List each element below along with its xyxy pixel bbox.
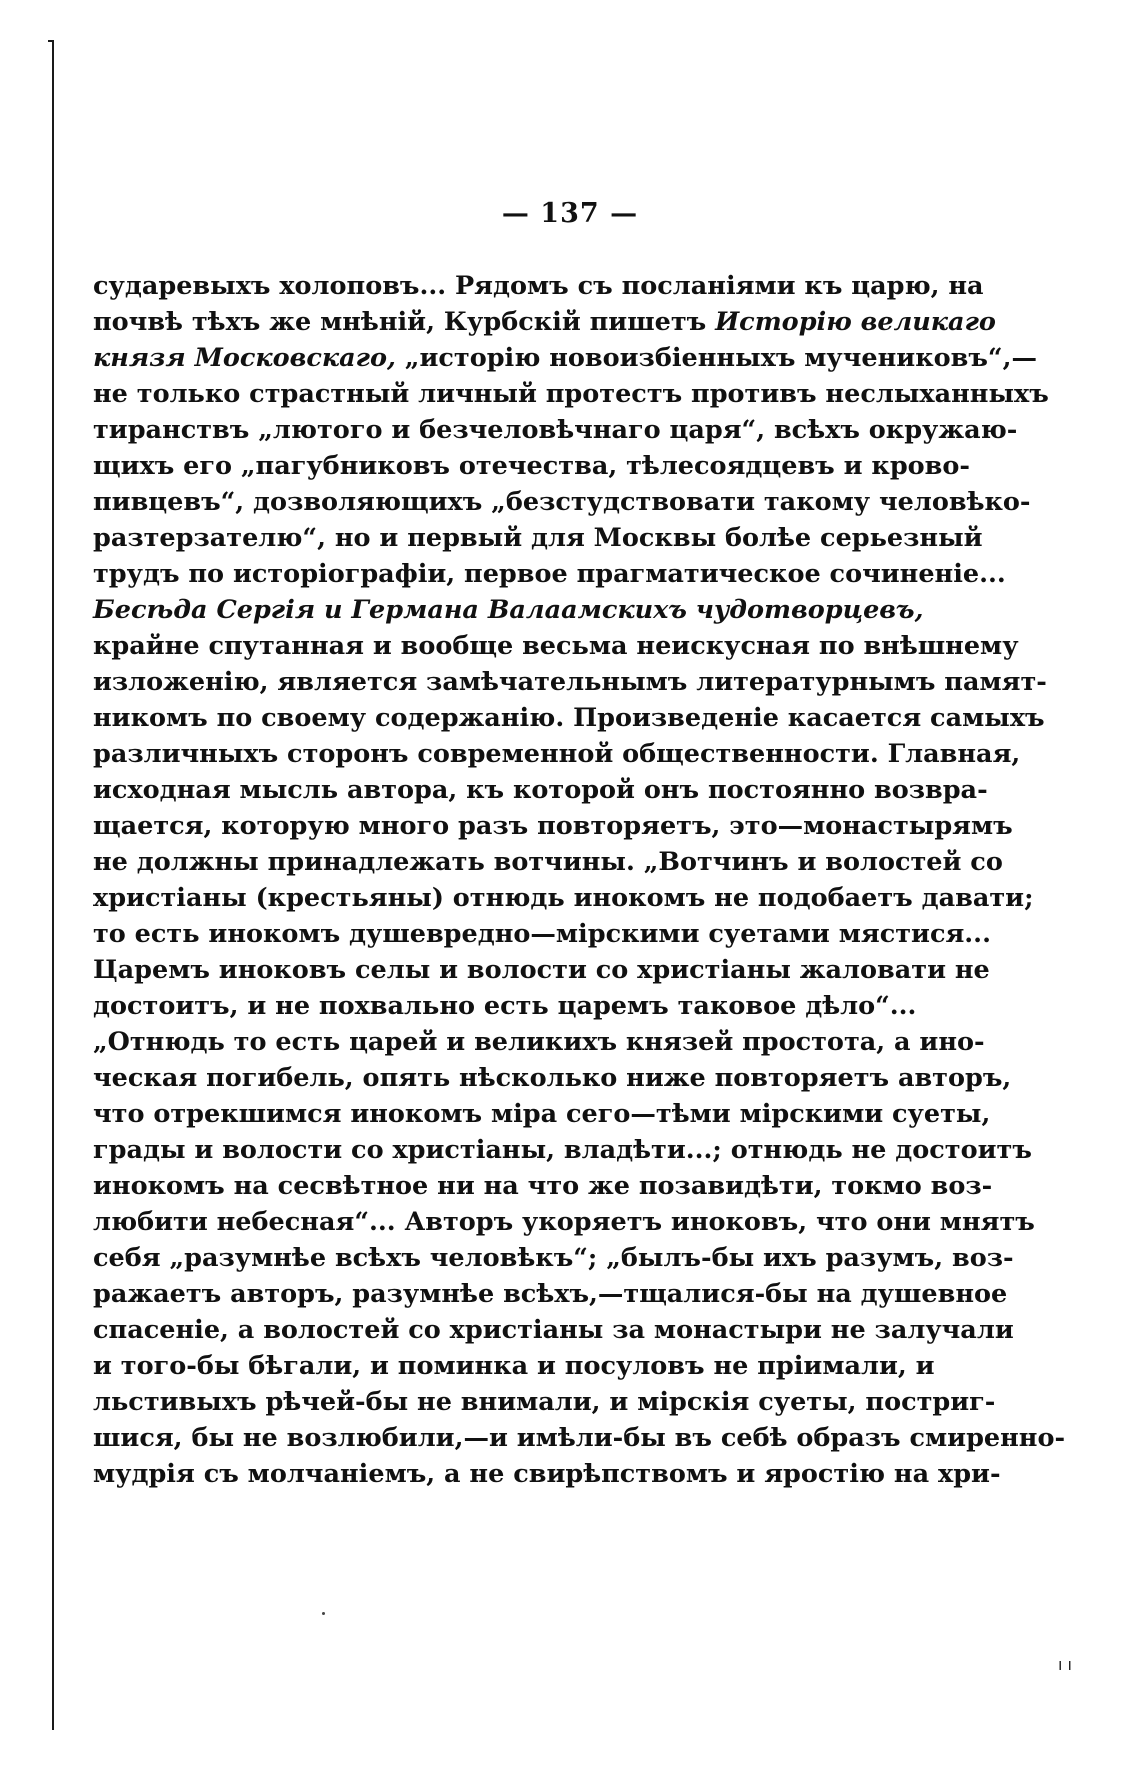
stray-marks: ı ı (1058, 1655, 1072, 1674)
text-line: что отрекшимся инокомъ міра сего—тѣми мірскими суеты, (93, 1099, 991, 1129)
corner-tick (48, 40, 54, 42)
text-line-segment: „исторію новоизбіенныхъ мучениковъ“,— (395, 343, 1037, 373)
italic-title: Бесѣда Сергія и Германа Валаамскихъ чудотворцевъ, (93, 595, 924, 625)
text-line: изложенію, является замѣчательнымъ литературнымъ памят- (93, 667, 1047, 697)
text-line: ческая погибель, опять нѣсколько ниже повторяетъ авторъ, (93, 1063, 1012, 1093)
stray-dot (322, 1612, 325, 1615)
text-line: сударевыхъ холоповъ... Рядомъ съ посланіями къ царю, на (93, 271, 984, 301)
text-line-with-title (93, 592, 924, 628)
text-line: не только страстный личный протестъ противъ неслыханныхъ (93, 379, 1049, 409)
text-line: инокомъ на сесвѣтное ни на что же позавидѣти, токмо воз- (93, 1171, 993, 1201)
text-line: щихъ его „пагубниковъ отечества, тѣлесоядцевъ и крово- (93, 451, 970, 481)
text-line: мудрія съ молчаніемъ, а не свирѣпствомъ и яростію на хри- (93, 1459, 1001, 1489)
text-line-with-title (93, 340, 1037, 376)
text-line: грады и волости со христіаны, владѣти...; отнюдь не достоитъ (93, 1135, 1032, 1165)
text-line: спасеніе, а волостей со христіаны за монастыри не залучали (93, 1315, 1014, 1345)
italic-title: князя Московскаго, (93, 343, 396, 373)
text-line: исходная мысль автора, къ которой онъ постоянно возвра- (93, 775, 988, 805)
body-text (93, 268, 1066, 1492)
text-line: крайне спутанная и вообще весьма неискусная по внѣшнему (93, 631, 1019, 661)
text-line: тиранствъ „лютого и безчеловѣчнаго царя“, всѣхъ окружаю- (93, 415, 1018, 445)
text-line: христіаны (крестьяны) отнюдь инокомъ не подобаетъ давати; (93, 883, 1034, 913)
italic-title: Исторію великаго (715, 307, 996, 337)
text-line: никомъ по своему содержанію. Произведеніе касается самыхъ (93, 703, 1045, 733)
text-line: пивцевъ“, дозволяющихъ „безстудствовати такому человѣко- (93, 487, 1031, 517)
text-line: любити небесная“... Авторъ укоряетъ иноковъ, что они мнятъ (93, 1207, 1035, 1237)
text-line: трудъ по исторіографіи, первое прагматическое сочиненіе... (93, 559, 1006, 589)
text-line: себя „разумнѣе всѣхъ человѣкъ“; „былъ-бы ихъ разумъ, воз- (93, 1243, 1014, 1273)
text-line: льстивыхъ рѣчей-бы не внимали, и мірскія суеты, постриг- (93, 1387, 996, 1417)
text-line-with-title (93, 304, 996, 340)
text-line: различныхъ сторонъ современной общественности. Главная, (93, 739, 1021, 769)
text-line-segment: почвѣ тѣхъ же мнѣній, Курбскій пишетъ (93, 307, 716, 337)
text-line: „Отнюдь то есть царей и великихъ князей простота, а ино- (93, 1027, 985, 1057)
text-line: то есть инокомъ душевредно—мірскими суетами мястися... (93, 919, 991, 949)
text-line: щается, которую много разъ повторяетъ, это—монастырямъ (93, 811, 1013, 841)
text-line: и того-бы бѣгали, и поминка и посуловъ не пріимали, и (93, 1351, 935, 1381)
text-line: разтерзателю“, но и первый для Москвы болѣе серьезный (93, 523, 983, 553)
text-line: шися, бы не возлюбили,—и имѣли-бы въ себѣ образъ смиренно- (93, 1423, 1066, 1453)
left-margin-rule (52, 40, 54, 1730)
text-line: не должны принадлежать вотчины. „Вотчинъ и волостей со (93, 847, 1003, 877)
text-line: достоитъ, и не похвально есть царемъ таковое дѣло“... (93, 991, 917, 1021)
text-line: ражаетъ авторъ, разумнѣе всѣхъ,—тщалися-бы на душевное (93, 1279, 1008, 1309)
page-number: — 137 — (501, 198, 639, 229)
text-line: Царемъ иноковъ селы и волости со христіаны жаловати не (93, 955, 990, 985)
